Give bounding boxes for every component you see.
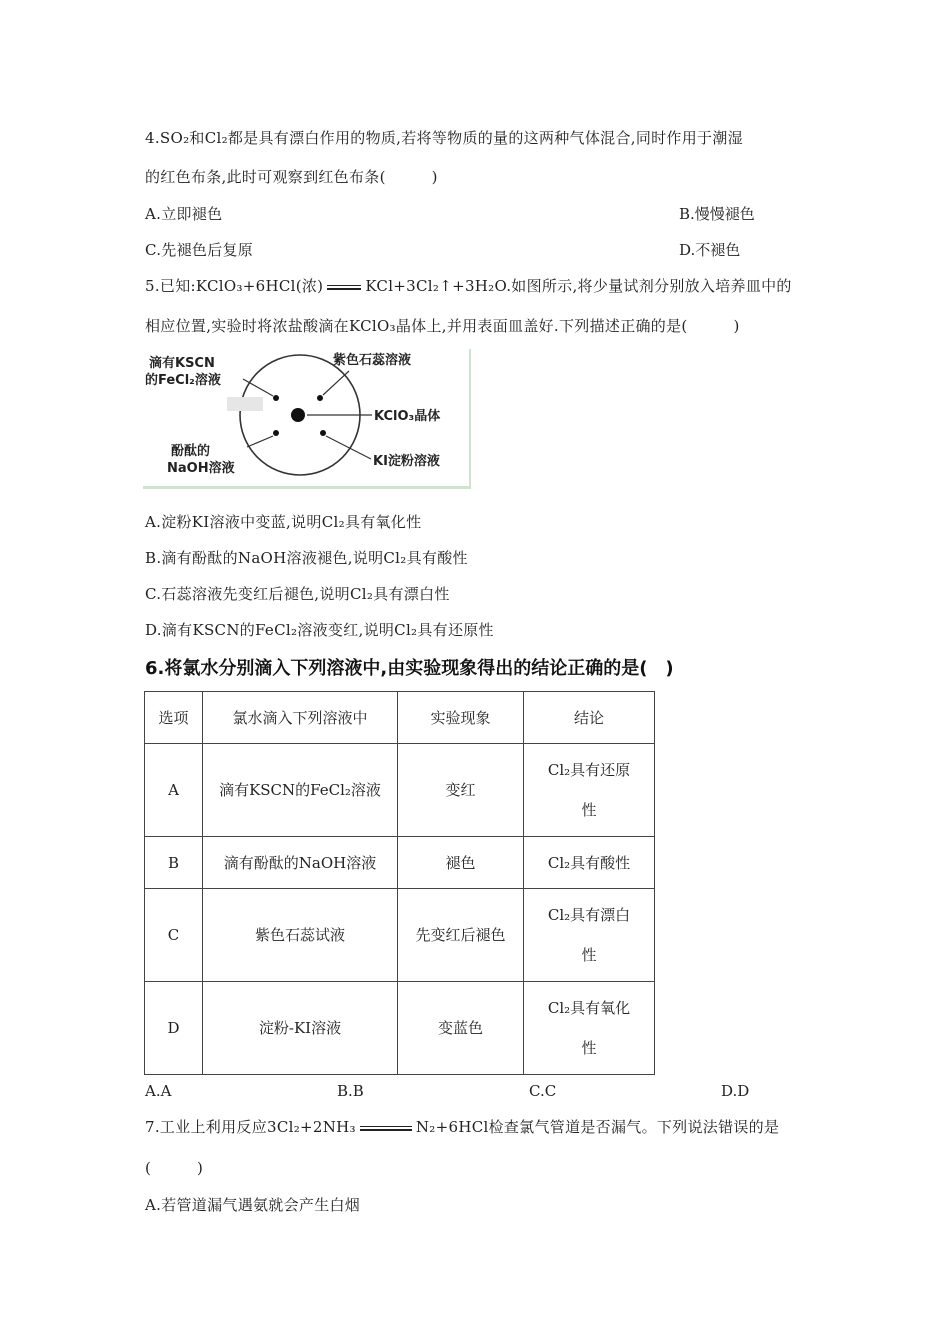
- q6-table: [144, 691, 655, 1075]
- figure-right-border: [469, 349, 471, 489]
- conclusion-line2: 性: [581, 1039, 597, 1057]
- q5-option-b: B.滴有酚酞的NaOH溶液褪色,说明Cl₂具有酸性: [145, 549, 468, 567]
- cell-phenomenon: 变红: [398, 744, 524, 837]
- header-solution: 氯水滴入下列溶液中: [203, 692, 398, 744]
- label-litmus: 紫色石蕊溶液: [333, 353, 412, 368]
- q7-option-a: A.若管道漏气遇氨就会产生白烟: [145, 1196, 361, 1214]
- q6-answer-d: D.D: [721, 1082, 750, 1100]
- label-kclo3: KClO₃晶体: [374, 409, 441, 424]
- conclusion-line1: Cl₂具有漂白: [547, 906, 631, 924]
- cell-phenomenon: 变蓝色: [398, 982, 524, 1075]
- cell-option: A: [145, 744, 203, 837]
- table-row: [145, 837, 655, 889]
- cell-conclusion: Cl₂具有酸性: [524, 837, 655, 889]
- header-phenomenon: 实验现象: [398, 692, 524, 744]
- conclusion-line2: 性: [581, 946, 597, 964]
- header-conclusion: 结论: [524, 692, 655, 744]
- cell-conclusion: [524, 982, 655, 1075]
- q6-answer-a: A.A: [145, 1082, 172, 1100]
- cell-solution: 紫色石蕊试液: [203, 889, 398, 982]
- equals-sign-icon: [360, 1124, 412, 1133]
- q5-stem-line2: 相应位置,实验时将浓盐酸滴在KClO₃晶体上,并用表面皿盖好.下列描述正确的是( ): [145, 317, 740, 335]
- conclusion-line1: Cl₂具有还原: [547, 761, 631, 779]
- label-naoh-line1: 酚酞的: [171, 444, 211, 459]
- q6-answer-b: B.B: [337, 1082, 364, 1100]
- leader-naoh: [247, 436, 273, 447]
- q5-equation-right: KCl+3Cl₂↑+3H₂O.如图所示,将少量试剂分别放入培养皿中的: [365, 277, 792, 295]
- table-row: [145, 982, 655, 1075]
- q7-stem-line1: [145, 1116, 779, 1138]
- ki-dot: [320, 430, 326, 436]
- q5-option-a: A.淀粉KI溶液中变蓝,说明Cl₂具有氧化性: [145, 513, 422, 531]
- petri-dish-diagram: [143, 349, 471, 489]
- figure-bottom-border: [143, 486, 471, 489]
- cell-phenomenon: 褪色: [398, 837, 524, 889]
- q5-option-c: C.石蕊溶液先变红后褪色,说明Cl₂具有漂白性: [145, 585, 450, 603]
- cell-phenomenon: 先变红后褪色: [398, 889, 524, 982]
- conclusion-line1: Cl₂具有氧化: [547, 999, 631, 1017]
- q6-answer-c: C.C: [529, 1082, 557, 1100]
- leader-litmus: [323, 371, 349, 395]
- cell-conclusion: [524, 889, 655, 982]
- cell-conclusion: [524, 744, 655, 837]
- q5-stem-line1: [145, 275, 792, 297]
- q6-stem: 6.将氯水分别滴入下列溶液中,由实验现象得出的结论正确的是( ): [145, 658, 674, 679]
- q4-stem-line1: 4.SO₂和Cl₂都是具有漂白作用的物质,若将等物质的量的这两种气体混合,同时作用于潮湿: [145, 129, 743, 147]
- litmus-dot: [317, 395, 323, 401]
- q7-equation-left: 7.工业上利用反应3Cl₂+2NH₃: [145, 1118, 356, 1136]
- q4-stem-line2: 的红色布条,此时可观察到红色布条( ): [145, 168, 438, 186]
- label-ksc-line1: 滴有KSCN: [149, 356, 215, 371]
- table-row: [145, 744, 655, 837]
- q4-option-b: B.慢慢褪色: [679, 205, 755, 223]
- ksc-fecl2-dot: [273, 395, 279, 401]
- cell-option: B: [145, 837, 203, 889]
- naoh-dot: [273, 430, 279, 436]
- label-ksc-line2: 的FeCl₂溶液: [145, 373, 221, 388]
- equals-sign-icon: [327, 283, 361, 292]
- cell-solution: 滴有KSCN的FeCl₂溶液: [203, 744, 398, 837]
- petri-dish-figure: [143, 349, 471, 489]
- cell-solution: 滴有酚酞的NaOH溶液: [203, 837, 398, 889]
- q5-option-d: D.滴有KSCN的FeCl₂溶液变红,说明Cl₂具有还原性: [145, 621, 494, 639]
- smudge-mark: [227, 397, 263, 411]
- q7-stem-line2: ( ): [145, 1159, 204, 1177]
- q4-option-c: C.先褪色后复原: [145, 241, 254, 259]
- q7-equation-right: N₂+6HCl检查氯气管道是否漏气。下列说法错误的是: [415, 1118, 780, 1136]
- q4-option-d: D.不褪色: [679, 241, 741, 259]
- header-option: 选项: [145, 692, 203, 744]
- table-row: [145, 889, 655, 982]
- label-ki: KI淀粉溶液: [373, 454, 440, 469]
- q5-equation-left: 5.已知:KClO₃+6HCl(浓): [145, 277, 324, 295]
- cell-solution: 淀粉-KI溶液: [203, 982, 398, 1075]
- cell-option: C: [145, 889, 203, 982]
- conclusion-line2: 性: [581, 801, 597, 819]
- leader-ki: [326, 436, 371, 459]
- cell-option: D: [145, 982, 203, 1075]
- label-naoh-line2: NaOH溶液: [167, 461, 235, 476]
- kclo3-crystal-dot: [291, 408, 305, 422]
- q4-option-a: A.立即褪色: [145, 205, 223, 223]
